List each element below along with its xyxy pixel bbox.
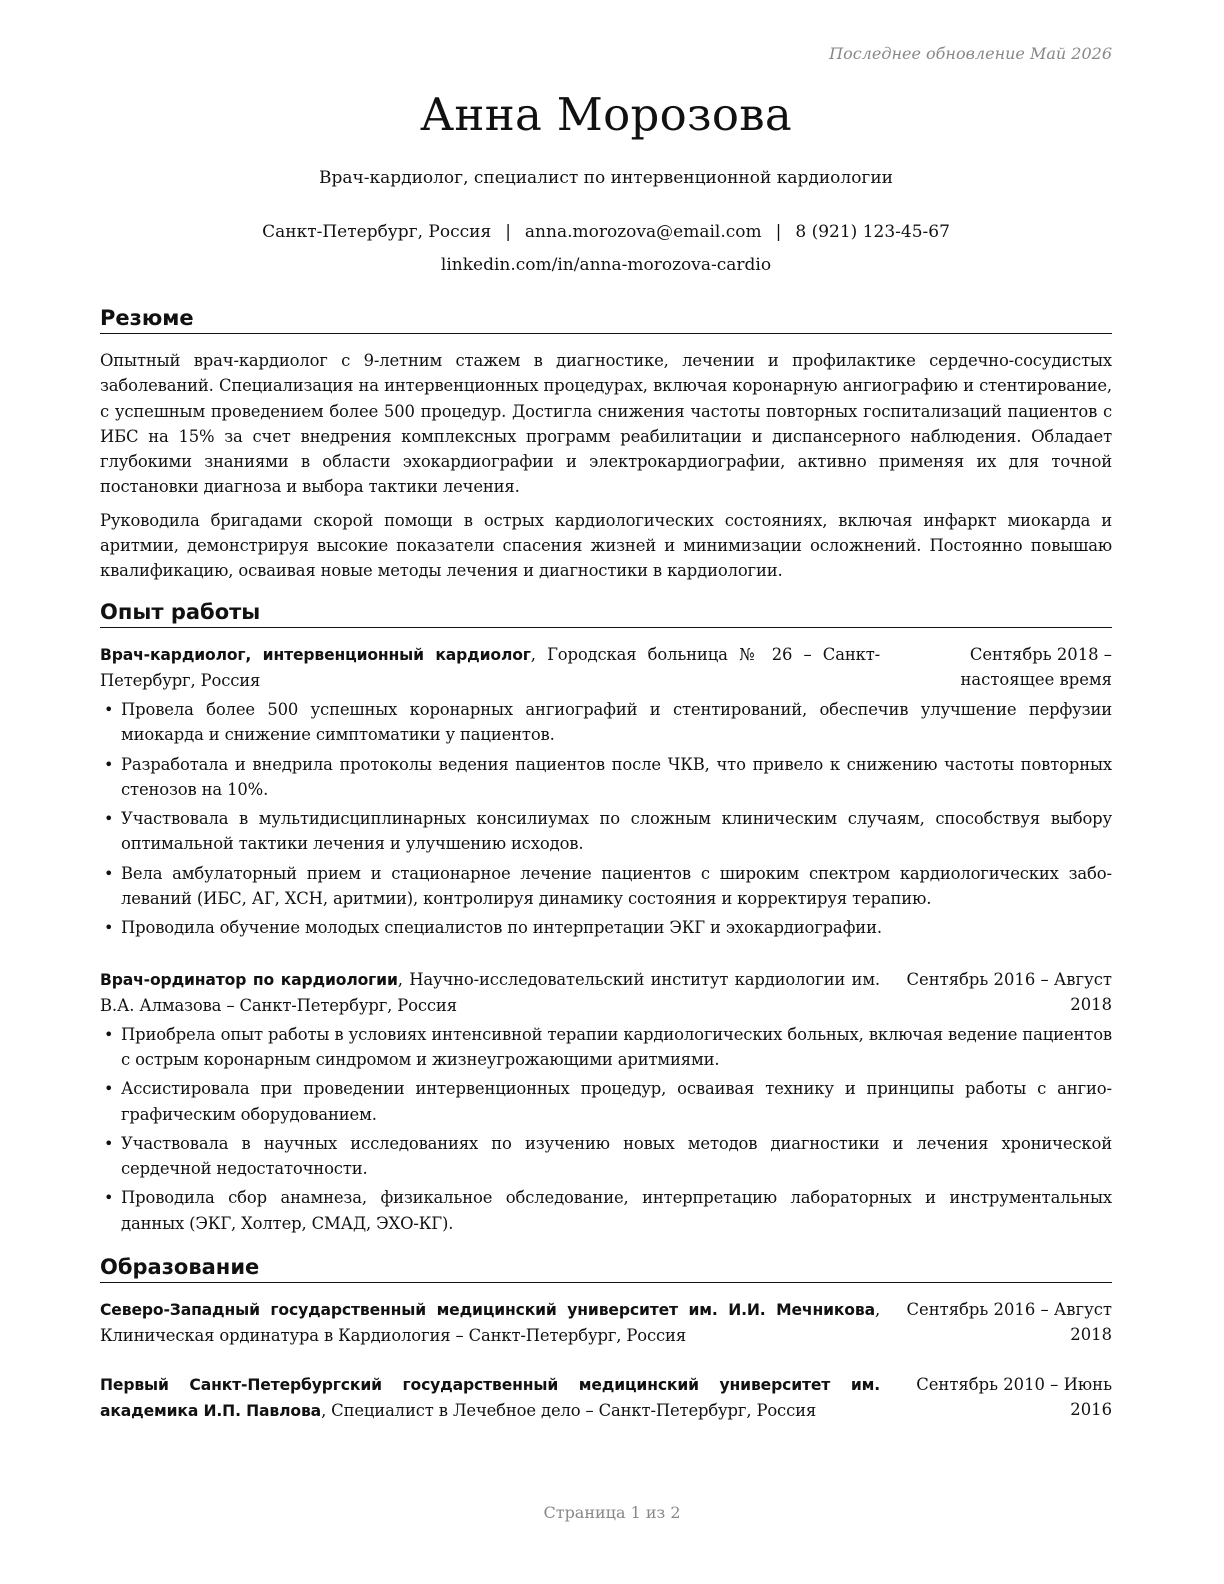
list-item — [100, 1022, 1112, 1073]
education-dates: Сентябрь 2016 – Август 2018 — [906, 1300, 1112, 1344]
bullet-text: Участвовала в мультидисциплинарных консилиумах по сложным клиническим случаям, способствуя выбору оптимальной тактики лечения и улучшению исходов. — [121, 809, 1112, 854]
degree-detail: , Клиническая ординатура в Кардиология – Санкт-Петербург, Россия — [100, 1300, 880, 1345]
section-title-experience: Опыт работы — [100, 598, 1112, 628]
resume-page — [100, 0, 1112, 1584]
contact-line — [100, 220, 1112, 244]
bullet-text: Приобрела опыт работы в условиях интенсивной терапии кардиологических больных, включая ведение пациентов с острым коронарным синдромом и жизнеугрожающими аритмиями. — [121, 1024, 1112, 1069]
email-link[interactable]: anna.morozova@email.com — [524, 222, 762, 242]
bullet-icon: • — [104, 1133, 114, 1153]
candidate-name: Анна Морозова — [420, 88, 792, 141]
job-dates: Сентябрь 2018 – настоящее время — [960, 645, 1112, 689]
bullet-icon: • — [104, 809, 114, 829]
job-bullets — [100, 697, 1112, 941]
last-updated: Последнее обновление Май 2026 — [829, 44, 1112, 63]
bullet-icon: • — [104, 1024, 114, 1044]
location: Санкт-Петербург, Россия — [262, 222, 492, 242]
education-header — [100, 1297, 1112, 1348]
page-number: Страница 1 из 2 — [543, 1503, 681, 1522]
section-title-summary: Резюме — [100, 304, 1112, 334]
job-header — [100, 967, 1112, 1018]
list-item — [100, 752, 1112, 803]
bullet-text: Провела более 500 успешных коронарных ангиографий и стентирований, обеспечив улучшение перфузии миокарда и снижение симптоматики у пациентов. — [121, 700, 1112, 745]
headline: Врач-кардиолог, специалист по интервенционной кардиологии — [318, 168, 894, 188]
bullet-icon: • — [104, 700, 114, 719]
education-entry — [100, 1372, 1112, 1424]
section-title-education: Образование — [100, 1253, 1112, 1283]
bullet-text: Участвовала в научных исследованиях по изучению новых методов диагностики и лечения хронической сердечной недостаточности. — [121, 1133, 1112, 1179]
contact-info — [100, 220, 1112, 277]
job-org: , Городская больница № 26 – Санкт-Петербург, Россия — [100, 645, 880, 690]
job-title-line — [100, 642, 880, 693]
education-entry — [100, 1297, 1112, 1348]
education-title-line — [100, 1297, 880, 1348]
bullet-icon: • — [104, 1079, 114, 1099]
job-dates: Сентябрь 2016 – Август 2018 — [906, 969, 1112, 1014]
bullet-icon: • — [104, 918, 114, 938]
education-header — [100, 1372, 1112, 1424]
bullet-text: Проводила обучение молодых специалистов по интерпретации ЭКГ и эхокардиографии. — [121, 918, 882, 938]
list-item — [100, 1131, 1112, 1182]
school-name: Первый Санкт-Петербургский государственный медицинский университет им. академика И.П. Павлова — [100, 1376, 880, 1420]
bullet-text: Вела амбулаторный прием и стационарное лечение пациентов с широким спектром кардиологических заболеваний (ИБС, АГ, ХСН, аритмии), контролируя динамику состояния и корректируя терапию. — [121, 863, 1112, 909]
bullet-icon: • — [104, 863, 114, 883]
job-title-line — [100, 967, 880, 1018]
experience-section — [100, 598, 1112, 1240]
education-dates: Сентябрь 2010 – Июнь 2016 — [916, 1375, 1112, 1419]
summary-paragraph: Руководила бригадами скорой помощи в острых кардиологических состояниях, включая инфаркт миокарда и аритмии, демонстрируя высокие показатели спасения жизней и минимизации осложнений. Постоянно повышаю квалификацию, осваивая новые методы лечения и диагностики в кардиологии. — [100, 510, 1112, 581]
job-bullets — [100, 1022, 1112, 1236]
bullet-text: Ассистировала при проведении интервенционных процедур, осваивая технику и принципы работы с ангиографическим оборудованием. — [121, 1079, 1112, 1124]
list-item — [100, 806, 1112, 857]
education-section — [100, 1253, 1112, 1424]
bullet-icon: • — [104, 754, 114, 774]
list-item — [100, 1076, 1112, 1127]
job-org: , Научно-исследовательский институт кардиологии им. В.А. Алмазова – Санкт-Петербург, Россия — [100, 969, 880, 1015]
bullet-icon: • — [104, 1188, 114, 1208]
list-item — [100, 697, 1112, 748]
job-entry — [100, 642, 1112, 941]
education-title-line — [100, 1372, 880, 1424]
summary-section — [100, 304, 1112, 584]
list-item — [100, 861, 1112, 912]
job-role: Врач-ординатор по кардиологии — [100, 970, 398, 989]
job-entry — [100, 967, 1112, 1236]
list-item — [100, 1185, 1112, 1236]
summary-paragraph: Опытный врач-кардиолог с 9-летним стажем в диагностике, лечении и профилактике сердечно-сосудистых заболеваний. Специализация на интервенционных процедурах, включая коронарную ангиографию и стентирование, с успешным проведением более 500 процедур. Достигла снижения частоты повторных госпитализаций пациентов с ИБС на 15% за счет внедрения комплексных программ реабилитации и диспансерного наблюдения. Обладает глубокими знаниями в области эхокардиографии и электрокардиографии, активно применяя их для точной постановки диагноза и выбора тактики лечения. — [100, 351, 1112, 497]
degree-detail: , Специалист в Лечебное дело – Санкт-Петербург, Россия — [321, 1401, 817, 1420]
phone: 8 (921) 123-45-67 — [795, 222, 950, 242]
list-item — [100, 915, 1112, 940]
bullet-text: Проводила сбор анамнеза, физикальное обследование, интерпретацию лабораторных и инструментальных данных (ЭКГ, Холтер, СМАД, ЭХО-КГ). — [121, 1188, 1112, 1233]
bullet-text: Разработала и внедрила протоколы ведения пациентов после ЧКВ, что привело к снижению частоты повторных стенозов на 10%. — [121, 754, 1112, 799]
separator: | — [505, 222, 511, 242]
separator: | — [775, 222, 782, 242]
linkedin-link[interactable]: linkedin.com/in/anna-morozova-cardio — [440, 255, 772, 275]
job-header — [100, 642, 1112, 693]
school-name: Северо-Западный государственный медицинский университет им. И.И. Мечникова — [100, 1301, 875, 1319]
job-role: Врач-кардиолог, интервенционный кардиолог — [100, 646, 531, 664]
